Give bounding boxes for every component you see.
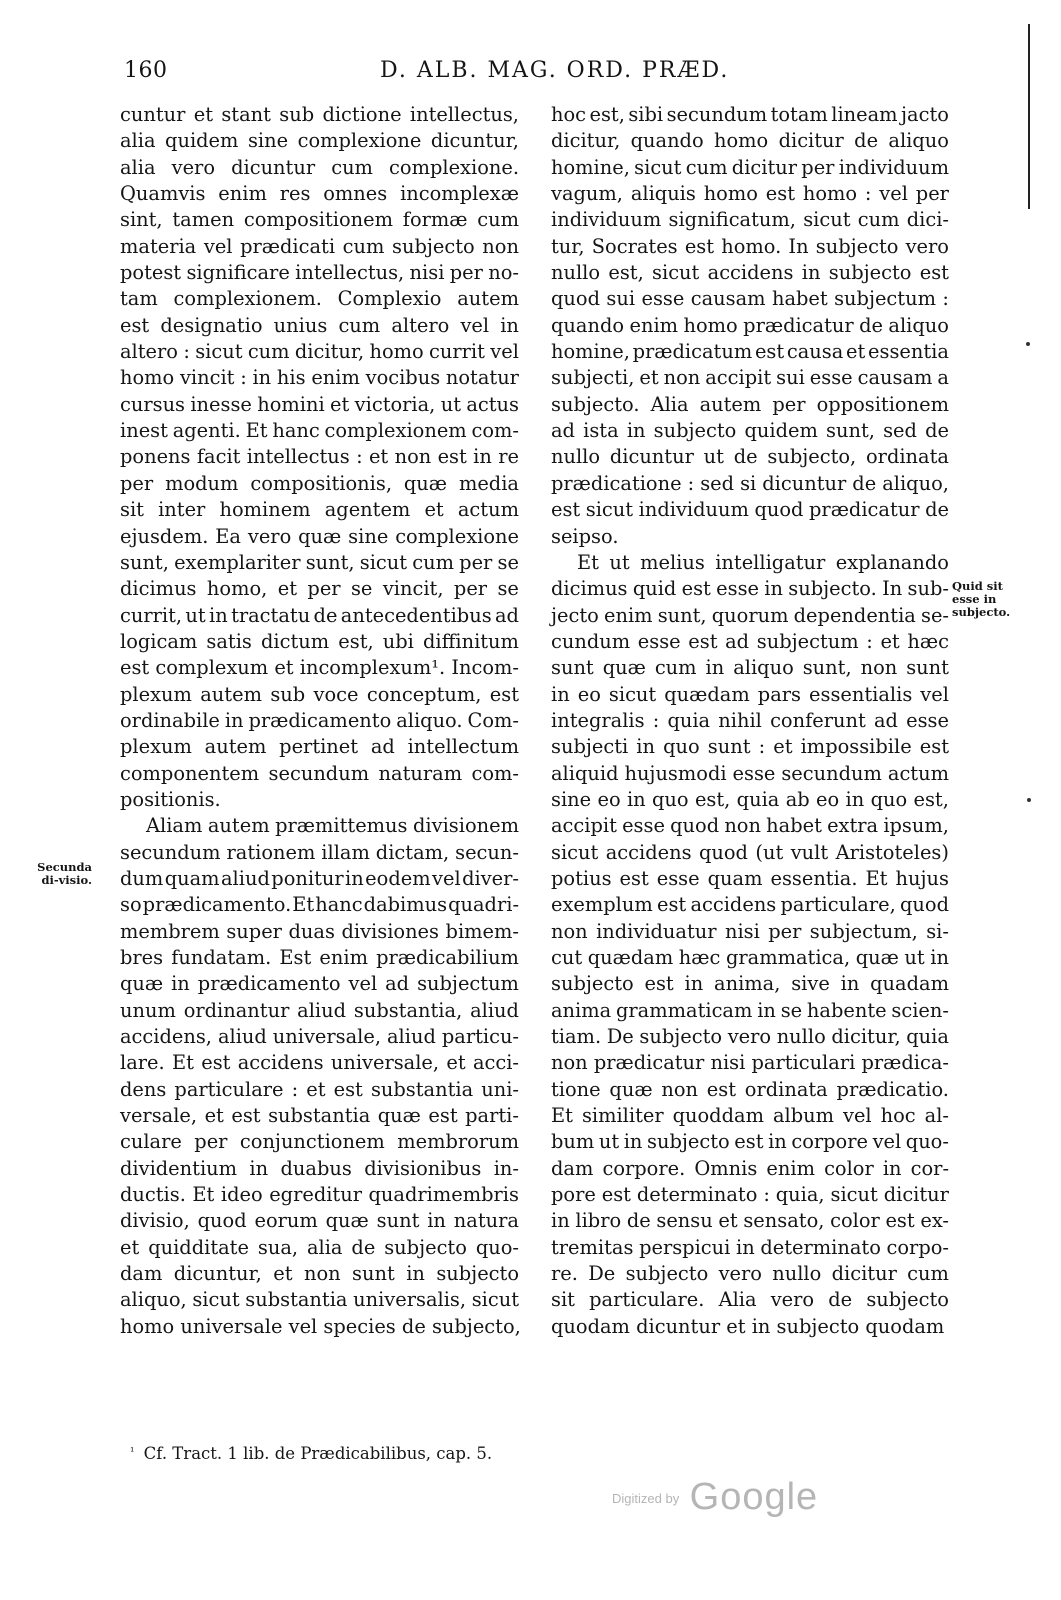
left-text-column [120,102,519,1340]
text-line: potest significare intellectus, nisi per no- [120,261,519,285]
text-line: unum ordinantur aliud substantia, aliud [120,998,519,1022]
text-line: dam dicuntur, et non sunt in subjecto [120,1262,519,1286]
text-line: dicimus homo, et per se vincit, per se [120,577,519,601]
watermark-logo-text: Google [689,1476,819,1518]
text-line: Et ut melius intelligatur explanando [577,550,949,574]
text-line: est designatio unius cum altero vel in [120,313,519,337]
text-line: cuntur et stant sub dictione intellectus, [120,103,519,126]
text-line: subjecto. Alia autem per oppositionem [551,392,949,416]
text-line: so prædicamento. Et hanc dabimus quadri- [120,893,519,917]
text-line: dicimus quid est esse in subjecto. In sub- [551,577,949,601]
text-line: sicut accidens quod (ut vult Aristoteles) [551,840,949,864]
text-line: nullo dicuntur ut de subjecto, ordinata [551,445,949,469]
text-line: dividentium in duabus divisionibus in- [120,1156,519,1180]
text-line: accidens, aliud universale, aliud particu- [120,1025,519,1049]
text-line: aliquid hujusmodi esse secundum actum [551,761,949,785]
text-line: currit, ut in tractatu de antecedentibus ad [120,603,519,627]
text-line: quæ in prædicamento vel ad subjectum [120,972,519,996]
scan-edge-rule [1028,24,1030,209]
text-line: inest agenti. Et hanc complexionem com- [120,419,519,443]
text-line: bum ut in subjecto est in corpore vel quo- [551,1130,949,1154]
text-line: homine, sicut cum dicitur per individuum [551,155,949,179]
text-line: membrem super duas divisiones bimem- [120,919,519,943]
text-line: homine, prædicatum est causa et essentia [551,340,949,364]
text-line: integralis : quia nihil conferunt ad esse [551,708,949,732]
text-line: tiam. De subjecto vero nullo dicitur, quia [551,1025,949,1049]
page-header [0,58,1061,88]
text-line: ad ista in subjecto quidem sunt, sed de [551,419,949,443]
text-line: tione quæ non est ordinata prædicatio. [551,1077,949,1101]
text-line: sit inter hominem agentem et actum [120,498,519,522]
text-line: alia quidem sine complexione dicuntur, [120,129,519,153]
text-line: plexum autem sub voce conceptum, est [120,682,519,706]
right-text-column [551,102,949,1340]
text-line: plexum autem pertinet ad intellectum [120,735,519,759]
text-line: pore est determinato : quia, sicut dicitur [551,1183,949,1207]
text-line: in eo sicut quædam pars essentialis vel [551,682,949,706]
text-line: potius est esse quam essentia. Et hujus [551,866,949,890]
text-line: prædicatione : sed si dicuntur de aliquo, [551,471,949,495]
text-line: est sicut individuum quod prædicatur de [551,498,949,522]
text-line: dum quam aliud ponitur in eodem vel diver- [120,866,519,890]
text-line: per modum compositionis, quæ media [120,471,519,495]
text-line: nullo est, sicut accidens in subjecto est [551,261,949,285]
text-line: sunt, exemplariter sunt, sicut cum per se [120,550,519,574]
text-line: subjecti, et non accipit sui esse causam a [551,366,949,390]
text-line: bres fundatam. Est enim prædicabilium [120,946,519,969]
text-line: subjecti in quo sunt : et impossibile est [551,735,949,759]
speck-mark [1026,342,1030,346]
text-line: non prædicatur nisi particulari prædica- [551,1051,949,1075]
text-line: Quamvis enim res omnes incomplexæ [120,182,519,206]
text-line: logicam satis dictum est, ubi diffinitum [120,629,519,653]
footnote-text: Cf. Tract. 1 lib. de Prædicabilibus, cap. 5. [143,1444,493,1463]
text-line: divisio, quod eorum quæ sunt in natura [120,1209,519,1233]
text-line: et quidditate sua, alia de subjecto quo- [120,1235,519,1259]
text-line: versale, et est substantia quæ est parti- [120,1104,519,1128]
text-line: non individuatur nisi per subjectum, si- [551,919,949,943]
text-line: lare. Et est accidens universale, et acci- [120,1051,519,1075]
text-line: est complexum et incomplexum¹. Incom- [120,656,519,680]
text-line: Et similiter quoddam album vel hoc al- [551,1104,949,1128]
text-line: homo universale vel species de subjecto, [120,1314,521,1338]
text-line: seipso. [551,524,619,548]
footnote-mark: ¹ [130,1445,135,1458]
text-line: materia vel prædicati cum subjecto non [120,234,519,258]
text-line: cursus inesse homini et victoria, ut actus [120,392,519,416]
text-line: altero : sicut cum dicitur, homo currit vel [120,340,519,364]
text-line: re. De subjecto vero nullo dicitur cum [551,1262,949,1286]
text-line: ejusdem. Ea vero quæ sine complexione [120,524,519,548]
margin-note-right: Quid sit esse in subjecto. [952,579,1011,619]
page-number: 160 [124,58,168,83]
text-line: culare per conjunctionem membrorum [120,1130,519,1154]
text-line: jecto enim sunt, quorum dependentia se- [551,603,949,627]
text-line: anima grammaticam in se habente scien- [551,998,949,1022]
text-line: cut quædam hæc grammatica, quæ ut in [551,946,949,969]
text-line: tremitas perspicui in determinato corpo- [551,1235,949,1259]
text-line: quando enim homo prædicatur de aliquo [551,313,949,337]
text-line: hoc est, sibi secundum totam lineam jacto [551,103,949,126]
speck-mark [1027,798,1031,802]
text-line: Aliam autem præmittemus divisionem [146,814,519,838]
text-line: alia vero dicuntur cum complexione. [120,155,519,179]
text-line: quodam dicuntur et in subjecto quodam [551,1314,945,1338]
text-line: vagum, aliquis homo est homo : vel per [551,182,949,206]
watermark-small-text: Digitized by [612,1491,680,1506]
text-line: tam complexionem. Complexio autem [120,287,519,311]
text-line: sunt quæ cum in aliquo sunt, non sunt [551,656,949,680]
text-line: homo vincit : in his enim vocibus notatur [120,366,519,390]
text-line: componentem secundum naturam com- [120,761,519,785]
text-line: sit particulare. Alia vero de subjecto [551,1288,949,1312]
text-line: dam corpore. Omnis enim color in cor- [551,1156,949,1180]
text-line: ponens facit intellectus : et non est in re [120,445,519,469]
text-line: quod sui esse causam habet subjectum : [551,287,949,311]
text-line: cundum esse est ad subjectum : et hæc [551,629,949,653]
text-line: secundum rationem illam dictam, secun- [120,840,519,864]
text-line: dens particulare : et est substantia uni- [120,1077,519,1101]
footnote [130,1444,492,1463]
text-line: aliquo, sicut substantia universalis, sicut [120,1288,519,1312]
text-line: dicitur, quando homo dicitur de aliquo [551,129,949,153]
margin-note-left: Secunda di-visio. [37,860,92,887]
text-line: exemplum est accidens particulare, quod [551,893,949,917]
text-line: positionis. [120,787,221,811]
text-line: ordinabile in prædicamento aliquo. Com- [120,708,519,732]
text-line: sine eo in quo est, quia ab eo in quo est, [551,787,949,811]
text-line: tur, Socrates est homo. In subjecto vero [551,234,949,258]
text-line: individuum significatum, sicut cum dici- [551,208,949,232]
google-watermark [612,1476,818,1519]
text-line: subjecto est in anima, sive in quadam [551,972,949,996]
running-title: D. ALB. MAG. ORD. PRÆD. [380,58,730,83]
text-line: ductis. Et ideo egreditur quadrimembris [120,1183,519,1207]
text-line: accipit esse quod non habet extra ipsum, [551,814,949,838]
text-line: in libro de sensu et sensato, color est ex- [551,1209,949,1233]
text-line: sint, tamen compositionem formæ cum [120,208,519,232]
